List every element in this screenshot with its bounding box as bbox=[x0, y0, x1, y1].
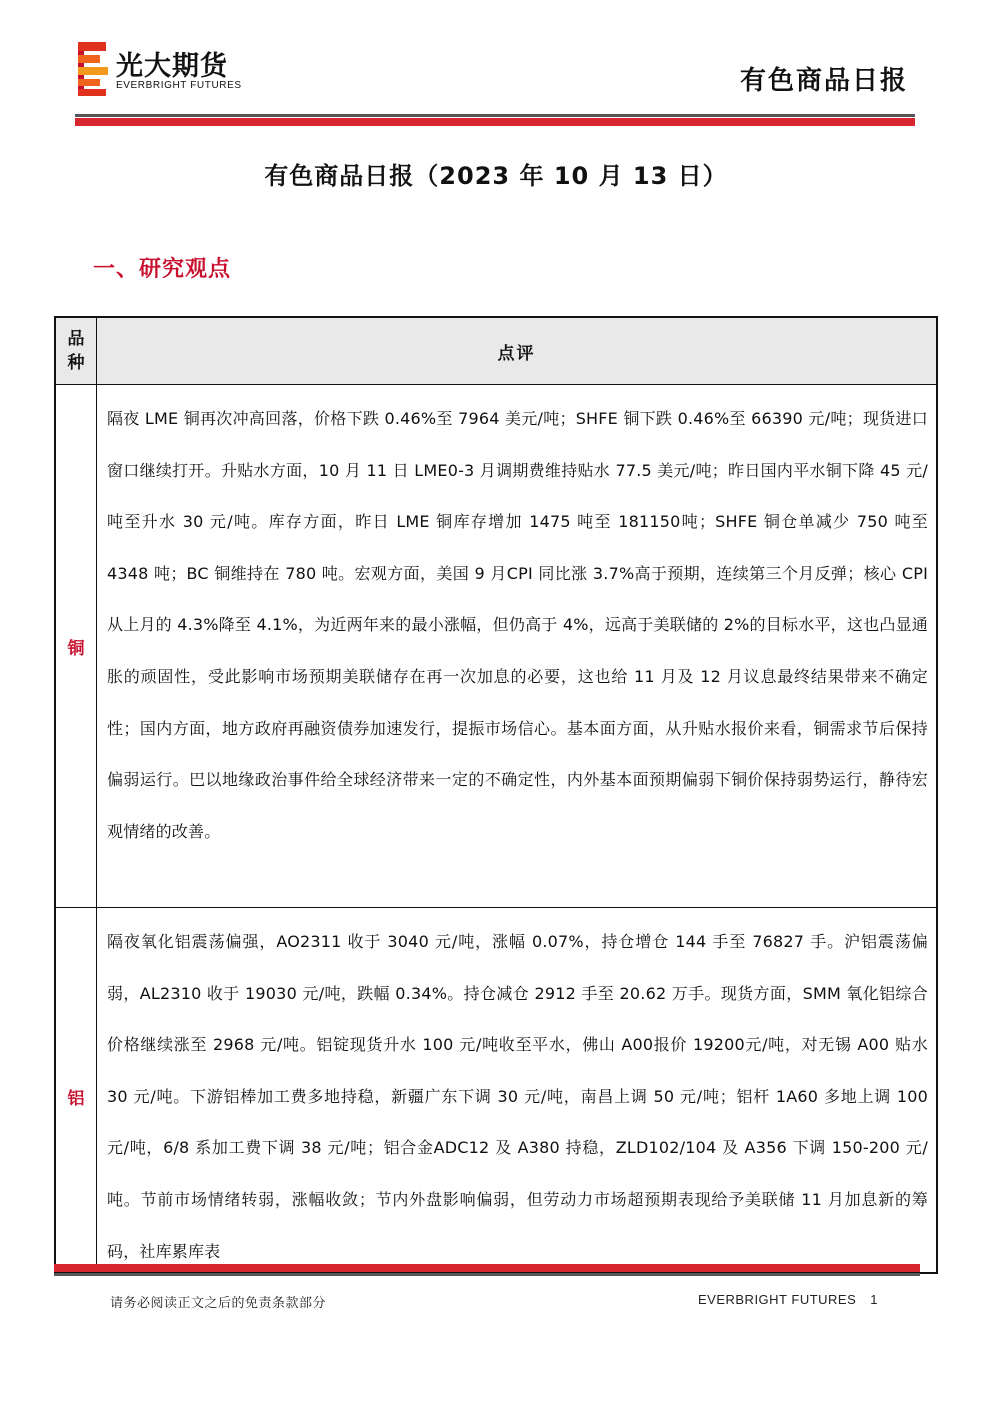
header-divider bbox=[75, 114, 915, 126]
header-kind-label: 品种 bbox=[67, 329, 85, 373]
page-number: 1 bbox=[870, 1292, 878, 1307]
footer-company: EVERBRIGHT FUTURES bbox=[697, 1292, 857, 1307]
footer-brand bbox=[698, 1292, 878, 1307]
row-kind-aluminum: 铝 bbox=[56, 908, 97, 1274]
header-title: 有色商品日报 bbox=[739, 66, 908, 96]
header-comment: 点评 bbox=[497, 343, 536, 364]
table-row bbox=[56, 908, 936, 1274]
document-title: 有色商品日报（2023 年 10 月 13 日） bbox=[264, 162, 728, 190]
company-logo bbox=[78, 42, 288, 98]
row-comment-copper: 隔夜 LME 铜再次冲高回落，价格下跌 0.46%至 7964 美元/吨；SHFE 铜下跌 0.46%至 66390 元/吨；现货进口窗口继续打开。升贴水方面，10 月 11 日 LME0-3 月调期费维持贴水 77.5 美元/吨；昨日国内平水铜下降 45 元/吨至升水 30 元/吨。库存方面，昨日 LME 铜库存增加 1475 吨至 181150吨；SHFE 铜仓单减少 750 吨至 4348 吨；BC 铜维持在 780 吨。宏观方面，美国 9 月CPI 同比涨 3.7%高于预期，连续第三个月反弹；核心 CPI 从上月的 4.3%降至 4.1%，为近两年来的最小涨幅，但仍高于 4%，远高于美联储的 2%的目标水平，这也凸显通胀的顽固性，受此影响市场预期美联储存在再一次加息的必要，这也给 11 月及 12 月议息最终结果带来不确定性；国内方面，地方政府再融资债券加速发行，提振市场信心。基本面方面，从升贴水报价来看，铜需求节后保持偏弱运行。巴以地缘政治事件给全球经济带来一定的不确定性，内外基本面预期偏弱下铜价保持弱势运行，静待宏观情绪的改善。 bbox=[107, 409, 928, 841]
logo-name-en: EVERBRIGHT FUTURES bbox=[116, 80, 242, 91]
row-comment-aluminum: 隔夜氧化铝震荡偏强，AO2311 收于 3040 元/吨，涨幅 0.07%，持仓增仓 144 手至 76827 手。沪铝震荡偏弱，AL2310 收于 19030 元/吨，跌幅 0.34%。持仓减仓 2912 手至 20.62 万手。现货方面，SMM 氧化铝综合价格继续涨至 2968 元/吨。铝锭现货升水 100 元/吨收至平水，佛山 A00报价 19200元/吨，对无锡 A00 贴水 30 元/吨。下游铝棒加工费多地持稳，新疆广东下调 30 元/吨，南昌上调 50 元/吨；铝杆 1A60 多地上调 100 元/吨，6/8 系加工费下调 38 元/吨；铝合金ADC12 及 A380 持稳，ZLD102/104 及 A356 下调 150-200 元/吨。节前市场情绪转弱，涨幅收敛；节内外盘影响偏弱，但劳动力市场超预期表现给予美联储 11 月加息新的筹码，社库累库表 bbox=[107, 932, 928, 1261]
section-title: 一、研究观点 bbox=[93, 257, 232, 282]
row-kind-copper: 铜 bbox=[56, 385, 97, 907]
header-kind bbox=[56, 318, 97, 384]
footer-divider bbox=[54, 1264, 920, 1278]
everbright-logo-icon bbox=[78, 42, 110, 96]
table-header bbox=[56, 318, 936, 385]
commentary-table bbox=[54, 316, 938, 1274]
logo-name-cn: 光大期货 bbox=[116, 51, 228, 82]
footer-disclaimer: 请务必阅读正文之后的免责条款部分 bbox=[110, 1296, 327, 1311]
table-row bbox=[56, 385, 936, 908]
